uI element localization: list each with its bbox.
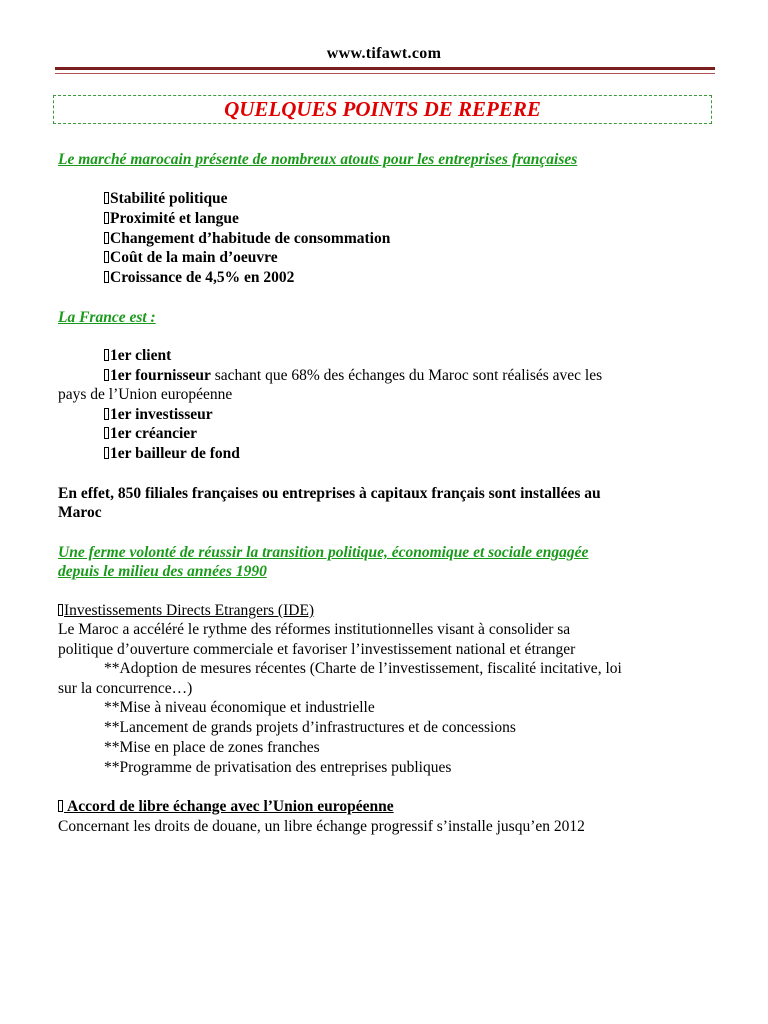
bullet-box-icon — [58, 604, 63, 616]
section1-heading: Le marché marocain présente de nombreux atouts pour les entreprises françaises — [58, 151, 578, 168]
title-box — [53, 95, 712, 124]
page-title: QUELQUES POINTS DE REPERE — [224, 97, 541, 121]
bullet-box-icon — [104, 251, 109, 263]
bullet-box-icon — [104, 427, 109, 439]
list-item: Croissance de 4,5% en 2002 — [104, 268, 294, 288]
section3-heading: depuis le milieu des années 1990 — [58, 563, 267, 580]
paragraph-line: Maroc — [58, 504, 102, 521]
header-rule — [55, 67, 715, 70]
bullet-box-icon — [104, 212, 109, 224]
list-item: Stabilité politique — [104, 189, 228, 209]
list-item: 1er fournisseur sachant que 68% des échanges du Maroc sont réalisés avec les — [104, 366, 602, 386]
list-item: **Mise à niveau économique et industrielle — [104, 699, 375, 716]
bullet-box-icon — [58, 800, 63, 812]
list-item: 1er créancier — [104, 424, 197, 444]
list-item: Changement d’habitude de consommation — [104, 229, 390, 249]
header-rule-thin — [55, 73, 715, 74]
list-item: Coût de la main d’oeuvre — [104, 248, 278, 268]
list-item: 1er investisseur — [104, 405, 213, 425]
list-item: **Programme de privatisation des entreprises publiques — [104, 759, 452, 776]
section3-heading: Une ferme volonté de réussir la transition politique, économique et sociale engagée — [58, 544, 589, 561]
list-item: 1er bailleur de fond — [104, 444, 240, 464]
list-item-continuation: sur la concurrence…) — [58, 680, 193, 697]
paragraph-line: Concernant les droits de douane, un libre échange progressif s’installe jusqu’en 2012 — [58, 818, 585, 835]
bullet-box-icon — [104, 271, 109, 283]
ide-heading: Investissements Directs Etrangers (IDE) — [58, 601, 314, 621]
list-item: Proximité et langue — [104, 209, 239, 229]
list-item-continuation: pays de l’Union européenne — [58, 386, 233, 403]
bullet-box-icon — [104, 447, 109, 459]
bullet-box-icon — [104, 349, 109, 361]
bullet-box-icon — [104, 232, 109, 244]
section2-heading: La France est : — [58, 309, 156, 326]
paragraph-line: Le Maroc a accéléré le rythme des réformes institutionnelles visant à consolider sa — [58, 621, 571, 638]
bullet-box-icon — [104, 192, 109, 204]
bullet-box-icon — [104, 369, 109, 381]
list-item: **Adoption de mesures récentes (Charte de l’investissement, fiscalité incitative, loi — [104, 660, 622, 677]
accord-heading: Accord de libre échange avec l’Union européenne — [58, 797, 394, 817]
paragraph-line: politique d’ouverture commerciale et favoriser l’investissement national et étranger — [58, 641, 576, 658]
list-item: 1er client — [104, 346, 171, 366]
list-item: **Lancement de grands projets d’infrastructures et de concessions — [104, 719, 516, 736]
list-item: **Mise en place de zones franches — [104, 739, 320, 756]
site-url: www.tifawt.com — [326, 45, 442, 62]
bullet-box-icon — [104, 408, 109, 420]
paragraph-line: En effet, 850 filiales françaises ou entreprises à capitaux français sont installées au — [58, 485, 601, 502]
